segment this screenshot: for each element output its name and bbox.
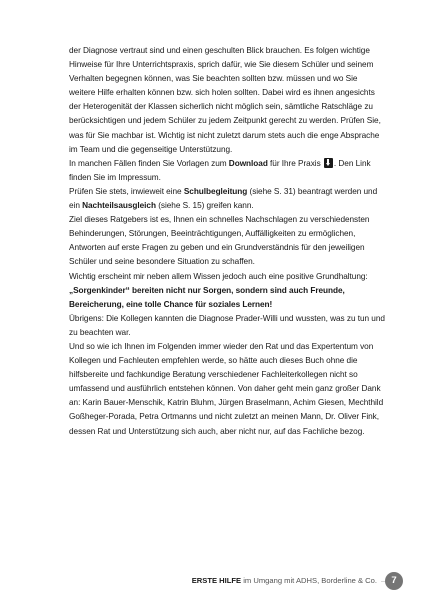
download-keyword: Download [228,158,268,168]
paragraph-quote [69,284,385,312]
footer-series-title: ERSTE HILFE [191,576,242,585]
page-number-badge: 7 [385,572,403,590]
quote-bold: „Sorgenkinder“ bereiten nicht nur Sorgen, sondern sind auch Freunde, Bereicherung, eine tolle Chance für soziales Lernen! [69,285,345,309]
paragraph-support [69,185,385,213]
paragraph-attitude: Wichtig erscheint mir neben allem Wissen jedoch auch eine positive Grundhaltung: [69,271,368,281]
download-text-mid: für Ihre Praxis [267,158,323,168]
support-keyword-nachteilsausgleich: Nachteilsausgleich [82,201,156,211]
download-icon [324,158,333,168]
support-keyword-schulbegleitung: Schulbegleitung [183,186,248,196]
paragraph-goal: Ziel dieses Ratgebers ist es, Ihnen ein schnelles Nachschlagen zu verschiedensten Behinderungen, Störungen, Beeinträchtigungen, Auffälligkeiten zu ermöglichen, Antworten auf erste Fragen zu geben und ein Grundverständnis für den jeweiligen Schüler und seine besondere Situation zu schaffen. [69,215,370,267]
support-text-a: Prüfen Sie stets, inwieweit eine [69,186,184,196]
paragraph-thanks: Und so wie ich Ihnen im Folgenden immer wieder den Rat und das Expertentum von Kollegen und Fachleuten empfehlen werde, so hätte auch dieses Buch ohne die hilfsbereite und fachkundige Beratung verschiedener Fachleiterkollegen nicht so umfassend und ausführlich entstehen können. Von daher geht mein ganz großer Dank an: Karin Bauer-Menschik, Katrin Bluhm, Jürgen Braselmann, Achim Giesen, Mechthild Goßheger-Porada, Petra Ortmanns und nicht zuletzt an meinen Mann, Dr. Oliver Fink, dessen Rat und Unterstützung sich auch, aber nicht nur, auf das Fachliche bezog. [69,341,384,436]
support-text-c: (siehe S. 31) beantragt werden und ein [69,186,378,211]
support-text-e: (siehe S. 15) greifen kann. [155,201,254,211]
paragraph-prader-willi: Übrigens: Die Kollegen kannten die Diagnose Prader-Willi und wussten, was zu tun und zu beachten war. [69,313,385,337]
paragraph-intro: der Diagnose vertraut sind und einen geschulten Blick brauchen. Es folgen wichtige Hinweise für Ihre Unterrichtspraxis, sprich dafür, wie Sie diesem Schüler und seinem Verhalten begegnen können, was Sie beachten sollten bzw. müssen und wo Sie weitere Hilfe erhalten können bzw. sich holen sollten. Dabei wird es ihnen angesichts der Heterogenität der Klassen sicherlich nicht möglich sein, sämtliche Ratschläge zu berücksichtigen und jedem Schüler zu jedem Zeitpunkt gerecht zu werden. Prüfen Sie, was für Sie machbar ist. Wichtig ist nicht zuletzt darum stets auch die enge Absprache im Team und die gegenseitige Unterstützung. [69,46,381,154]
footer-title [188,575,381,587]
page-footer [0,569,425,593]
paragraph-download [69,157,385,185]
body-text [69,44,385,439]
download-text-before: In manchen Fällen finden Sie Vorlagen zum [69,158,229,168]
footer-subtitle: im Umgang mit ADHS, Borderline & Co. [241,576,377,585]
download-text-after: . Den Link finden Sie im Impressum. [69,158,371,182]
